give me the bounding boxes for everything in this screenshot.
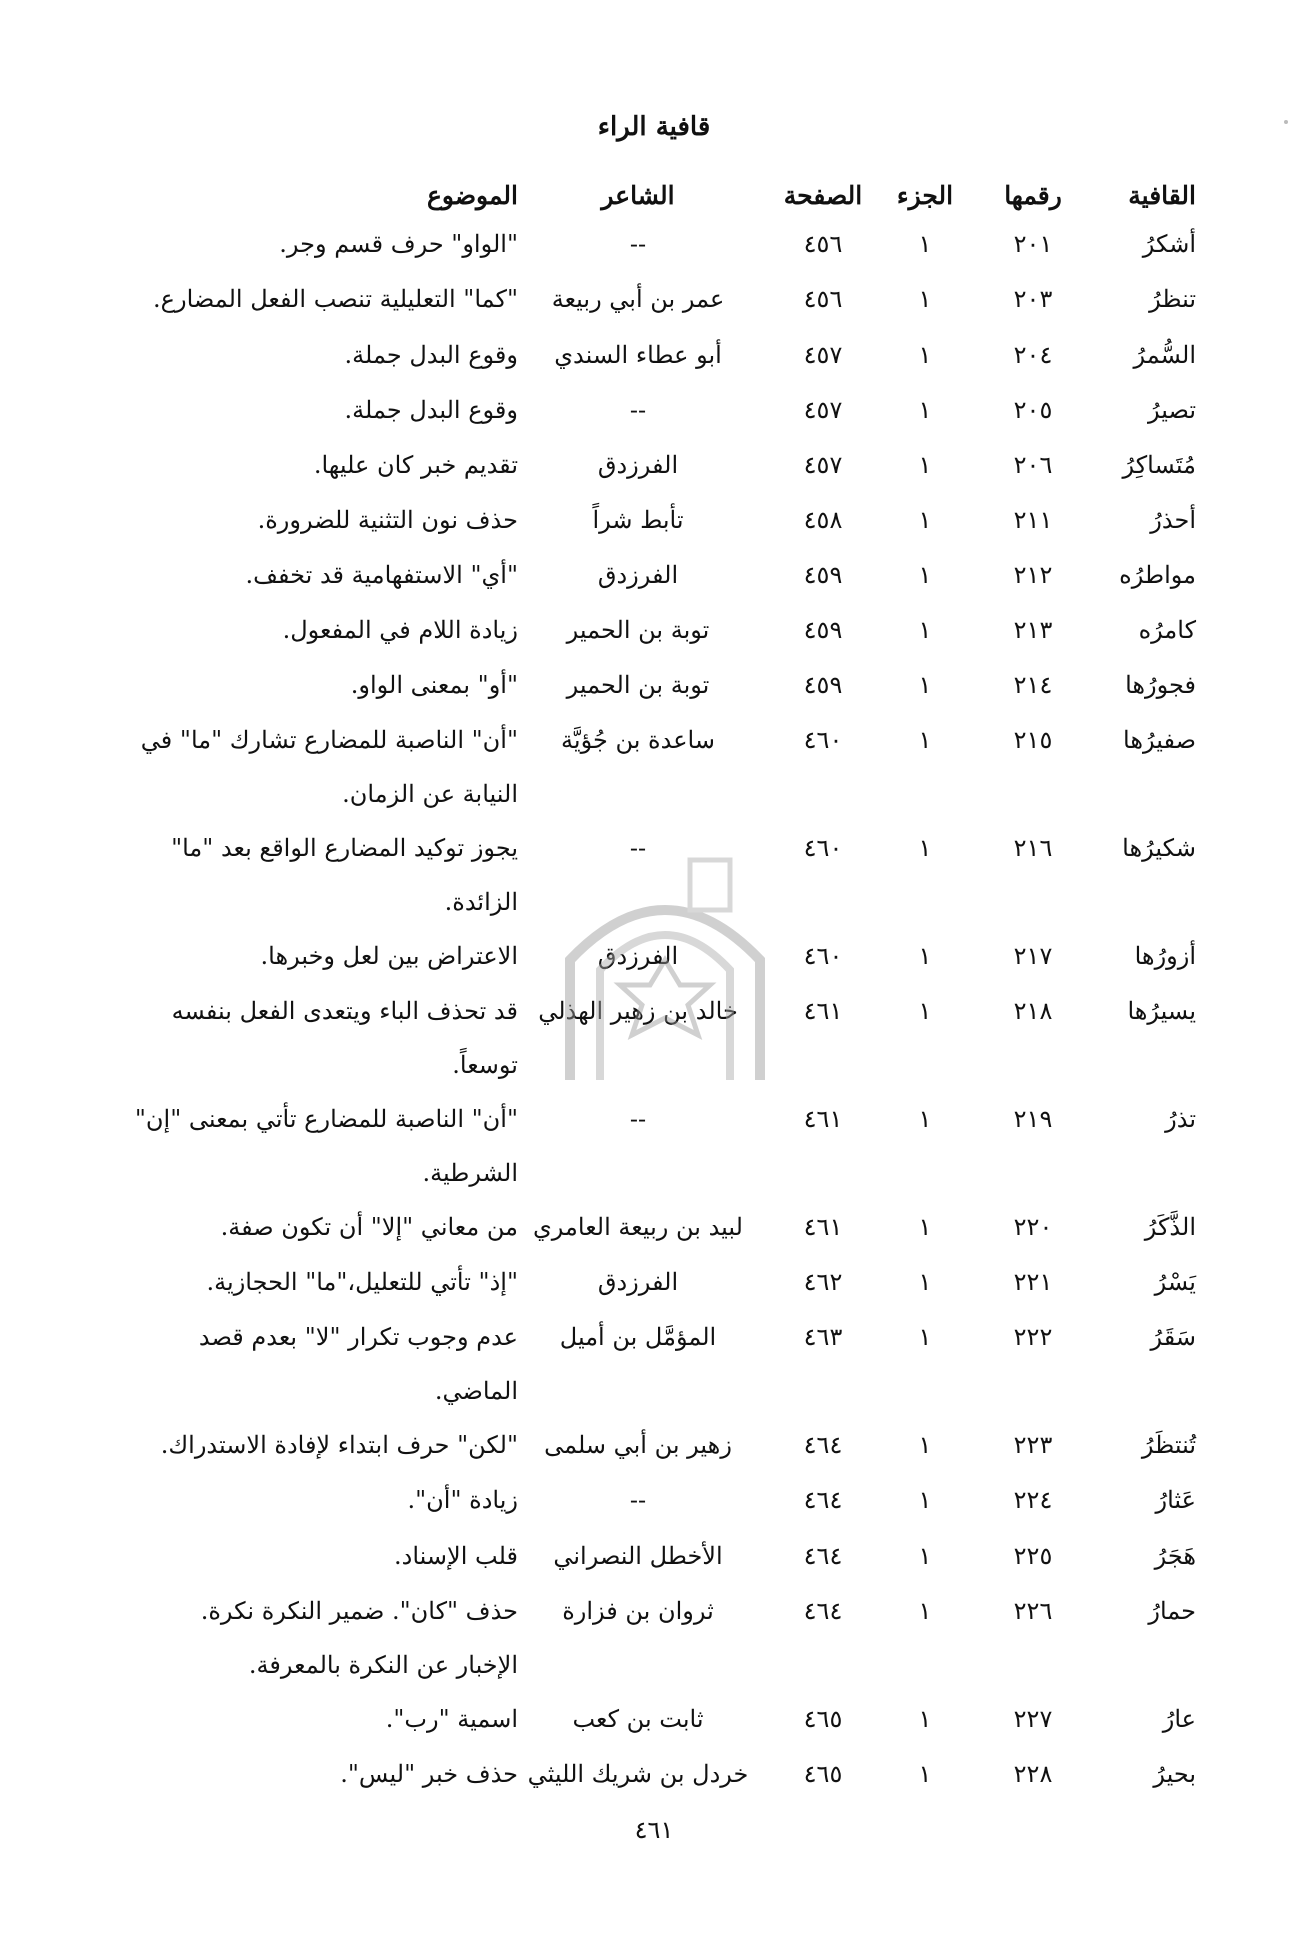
cell-poet: عمر بن أبي ربيعة	[551, 285, 725, 313]
cell-qafiya: تُنتظَرُ	[1141, 1431, 1196, 1459]
cell-topic: "إذ" تأتي للتعليل،"ما" الحجازية.	[206, 1268, 518, 1296]
cell-topic: حذف نون التثنية للضرورة.	[257, 506, 518, 534]
cell-page: ٤٦٤	[803, 1486, 843, 1514]
cell-topic: "الواو" حرف قسم وجر.	[279, 230, 518, 258]
cell-juz: ١	[918, 671, 932, 699]
header-page: الصفحة	[783, 181, 863, 210]
cell-topic-continuation: النيابة عن الزمان.	[342, 780, 518, 808]
table-row	[0, 665, 1308, 705]
cell-page: ٤٥٨	[803, 506, 843, 534]
cell-number: ٢١٤	[1013, 671, 1053, 699]
cell-topic: قلب الإسناد.	[394, 1542, 518, 1570]
cell-topic: "أن" الناصبة للمضارع تشارك "ما" في	[140, 726, 518, 754]
cell-topic: وقوع البدل جملة.	[344, 341, 518, 369]
cell-juz: ١	[918, 396, 932, 424]
cell-page: ٤٥٦	[803, 230, 843, 258]
cell-page: ٤٥٧	[803, 341, 843, 369]
cell-topic: من معاني "إلا" أن تكون صفة.	[220, 1213, 518, 1241]
cell-qafiya: يَسْرُ	[1154, 1268, 1196, 1296]
table-row	[0, 1699, 1308, 1739]
cell-juz: ١	[918, 1760, 932, 1788]
cell-juz: ١	[918, 997, 932, 1025]
cell-poet: --	[629, 1486, 647, 1514]
cell-juz: ١	[918, 616, 932, 644]
table-row	[0, 279, 1308, 319]
cell-poet: لبيد بن ربيعة العامري	[533, 1213, 743, 1241]
cell-page: ٤٥٦	[803, 285, 843, 313]
table-row	[0, 224, 1308, 264]
cell-qafiya: كامرُه	[1138, 616, 1196, 644]
cell-qafiya: عَثارُ	[1155, 1486, 1196, 1514]
cell-topic-continuation: الماضي.	[434, 1377, 518, 1405]
cell-juz: ١	[918, 1486, 932, 1514]
cell-topic: الاعتراض بين لعل وخبرها.	[260, 942, 518, 970]
table-row	[0, 1480, 1308, 1520]
cell-qafiya: أشكرُ	[1142, 230, 1196, 258]
cell-qafiya: تصيرُ	[1148, 396, 1196, 424]
cell-page: ٤٦٤	[803, 1431, 843, 1459]
cell-topic: عدم وجوب تكرار "لا" بعدم قصد	[198, 1323, 518, 1351]
cell-topic: حذف خبر "ليس".	[340, 1760, 518, 1788]
cell-poet: خردل بن شريك الليثي	[527, 1760, 749, 1788]
cell-page: ٤٥٩	[803, 616, 843, 644]
cell-poet: تأبط شراً	[592, 506, 684, 534]
cell-juz: ١	[918, 834, 932, 862]
cell-number: ٢٠٥	[1013, 396, 1053, 424]
cell-poet: توبة بن الحمير	[566, 616, 710, 644]
table-row	[0, 335, 1308, 375]
cell-poet: أبو عطاء السندي	[554, 341, 722, 369]
cell-page: ٤٥٧	[803, 396, 843, 424]
library-seal-watermark	[530, 840, 800, 1090]
cell-juz: ١	[918, 341, 932, 369]
cell-juz: ١	[918, 942, 932, 970]
cell-qafiya: صفيرُها	[1123, 726, 1196, 754]
table-row	[0, 610, 1308, 650]
cell-topic: "لكن" حرف ابتداء لإفادة الاستدراك.	[160, 1431, 518, 1459]
cell-topic: "كما" التعليلية تنصب الفعل المضارع.	[153, 285, 518, 313]
table-row	[0, 390, 1308, 430]
cell-qafiya: يسيرُها	[1127, 997, 1196, 1025]
cell-juz: ١	[918, 1431, 932, 1459]
cell-qafiya: حمارُ	[1148, 1597, 1196, 1625]
cell-qafiya: بحيرُ	[1153, 1760, 1196, 1788]
cell-page: ٤٦٢	[803, 1268, 843, 1296]
cell-juz: ١	[918, 230, 932, 258]
cell-poet: الأخطل النصراني	[553, 1542, 723, 1570]
cell-qafiya: فجورُها	[1125, 671, 1196, 699]
cell-page: ٤٦١	[803, 997, 843, 1025]
header-poet: الشاعر	[601, 181, 675, 210]
cell-poet: الفرزدق	[597, 1268, 679, 1296]
cell-poet: زهير بن أبي سلمى	[544, 1431, 732, 1459]
cell-page: ٤٦٠	[803, 942, 843, 970]
cell-number: ٢١١	[1013, 506, 1053, 534]
cell-juz: ١	[918, 1105, 932, 1133]
cell-number: ٢٢٨	[1013, 1760, 1053, 1788]
table-row	[0, 1317, 1308, 1357]
cell-poet: --	[629, 834, 647, 862]
header-topic: الموضوع	[427, 181, 518, 210]
scan-speck	[1284, 120, 1288, 124]
header-number: رقمها	[1004, 181, 1062, 210]
cell-juz: ١	[918, 1705, 932, 1733]
cell-number: ٢١٣	[1013, 616, 1053, 644]
cell-number: ٢٢٧	[1013, 1705, 1053, 1733]
cell-page: ٤٥٩	[803, 671, 843, 699]
cell-juz: ١	[918, 1597, 932, 1625]
cell-topic: "أو" بمعنى الواو.	[350, 671, 518, 699]
cell-qafiya: أزورُها	[1134, 942, 1196, 970]
cell-qafiya: هَجَرُ	[1154, 1542, 1196, 1570]
cell-page: ٤٦٠	[803, 834, 843, 862]
cell-page: ٤٦٣	[803, 1323, 843, 1351]
table-row	[0, 1099, 1308, 1139]
table-row	[0, 1207, 1308, 1247]
cell-number: ٢٠٣	[1013, 285, 1053, 313]
cell-number: ٢١٢	[1013, 561, 1053, 589]
cell-qafiya: شكيرُها	[1122, 834, 1196, 862]
cell-qafiya: مُتَساكِرُ	[1122, 451, 1196, 479]
cell-number: ٢٢٥	[1013, 1542, 1053, 1570]
cell-poet: ساعدة بن جُؤيَّة	[561, 726, 715, 754]
table-row	[0, 1425, 1308, 1465]
cell-topic: تقديم خبر كان عليها.	[313, 451, 518, 479]
cell-number: ٢٠٦	[1013, 451, 1053, 479]
cell-topic: زيادة اللام في المفعول.	[282, 616, 518, 644]
cell-page: ٤٦٥	[803, 1760, 843, 1788]
cell-number: ٢٢٦	[1013, 1597, 1053, 1625]
table-row	[0, 1754, 1308, 1794]
cell-topic: "أي" الاستفهامية قد تخفف.	[245, 561, 518, 589]
cell-poet: توبة بن الحمير	[566, 671, 710, 699]
header-qafiya: القافية	[1128, 181, 1196, 210]
cell-poet: --	[629, 230, 647, 258]
cell-qafiya: عارُ	[1162, 1705, 1196, 1733]
cell-number: ٢٠١	[1013, 230, 1053, 258]
cell-poet: الفرزدق	[597, 942, 679, 970]
cell-page: ٤٦٥	[803, 1705, 843, 1733]
table-row	[0, 720, 1308, 760]
cell-qafiya: السُّمرُ	[1133, 341, 1196, 369]
cell-topic-continuation: الإخبار عن النكرة بالمعرفة.	[248, 1651, 518, 1679]
cell-juz: ١	[918, 506, 932, 534]
cell-juz: ١	[918, 1213, 932, 1241]
table-row	[0, 500, 1308, 540]
cell-juz: ١	[918, 561, 932, 589]
cell-poet: الفرزدق	[597, 561, 679, 589]
table-row	[0, 1262, 1308, 1302]
cell-juz: ١	[918, 726, 932, 754]
cell-juz: ١	[918, 1323, 932, 1351]
cell-juz: ١	[918, 285, 932, 313]
page-number: ٤٦١	[634, 1816, 674, 1844]
cell-page: ٤٥٩	[803, 561, 843, 589]
cell-topic-continuation: توسعاً.	[452, 1051, 518, 1079]
cell-number: ٢٢٤	[1013, 1486, 1053, 1514]
cell-number: ٢٢٢	[1013, 1323, 1053, 1351]
cell-number: ٢٢٣	[1013, 1431, 1053, 1459]
header-juz: الجزء	[896, 181, 954, 210]
cell-juz: ١	[918, 1268, 932, 1296]
table-row	[0, 1591, 1308, 1631]
cell-poet: --	[629, 1105, 647, 1133]
cell-qafiya: مواطرُه	[1119, 561, 1196, 589]
cell-page: ٤٦٠	[803, 726, 843, 754]
cell-number: ٢١٦	[1013, 834, 1053, 862]
cell-poet: الفرزدق	[597, 451, 679, 479]
cell-qafiya: تذرُ	[1165, 1105, 1196, 1133]
cell-page: ٤٦٤	[803, 1542, 843, 1570]
section-title: قافية الراء	[597, 112, 711, 142]
cell-qafiya: سَقَرُ	[1150, 1323, 1196, 1351]
cell-number: ٢١٥	[1013, 726, 1053, 754]
cell-topic-continuation: الشرطية.	[422, 1159, 518, 1187]
cell-poet: ثابت بن كعب	[572, 1705, 704, 1733]
cell-poet: ثروان بن فزارة	[562, 1597, 714, 1625]
cell-poet: --	[629, 396, 647, 424]
cell-page: ٤٦٤	[803, 1597, 843, 1625]
cell-juz: ١	[918, 1542, 932, 1570]
cell-page: ٤٦١	[803, 1213, 843, 1241]
cell-number: ٢١٨	[1013, 997, 1053, 1025]
table-row	[0, 555, 1308, 595]
cell-number: ٢٠٤	[1013, 341, 1053, 369]
cell-number: ٢٢١	[1013, 1268, 1053, 1296]
table-row	[0, 445, 1308, 485]
cell-juz: ١	[918, 451, 932, 479]
cell-topic: اسمية "رب".	[385, 1705, 518, 1733]
table-row	[0, 1536, 1308, 1576]
cell-topic: زيادة "أن".	[407, 1486, 518, 1514]
cell-poet: خالد بن زهير الهذلي	[538, 997, 738, 1025]
cell-page: ٤٦١	[803, 1105, 843, 1133]
cell-topic-continuation: الزائدة.	[444, 888, 518, 916]
cell-number: ٢٢٠	[1013, 1213, 1053, 1241]
cell-number: ٢١٩	[1013, 1105, 1053, 1133]
cell-topic: "أن" الناصبة للمضارع تأتي بمعنى "إن"	[134, 1105, 518, 1133]
cell-qafiya: الذَّكَرُ	[1144, 1213, 1196, 1241]
cell-topic: وقوع البدل جملة.	[344, 396, 518, 424]
cell-poet: المؤمَّل بن أميل	[559, 1323, 717, 1351]
cell-topic: حذف "كان". ضمير النكرة نكرة.	[200, 1597, 518, 1625]
cell-topic: قد تحذف الباء ويتعدى الفعل بنفسه	[171, 997, 518, 1025]
cell-number: ٢١٧	[1013, 942, 1053, 970]
cell-page: ٤٥٧	[803, 451, 843, 479]
cell-qafiya: أحذرُ	[1150, 506, 1196, 534]
cell-qafiya: تنظرُ	[1149, 285, 1196, 313]
table-header	[0, 176, 1308, 216]
cell-topic: يجوز توكيد المضارع الواقع بعد "ما"	[171, 834, 518, 862]
